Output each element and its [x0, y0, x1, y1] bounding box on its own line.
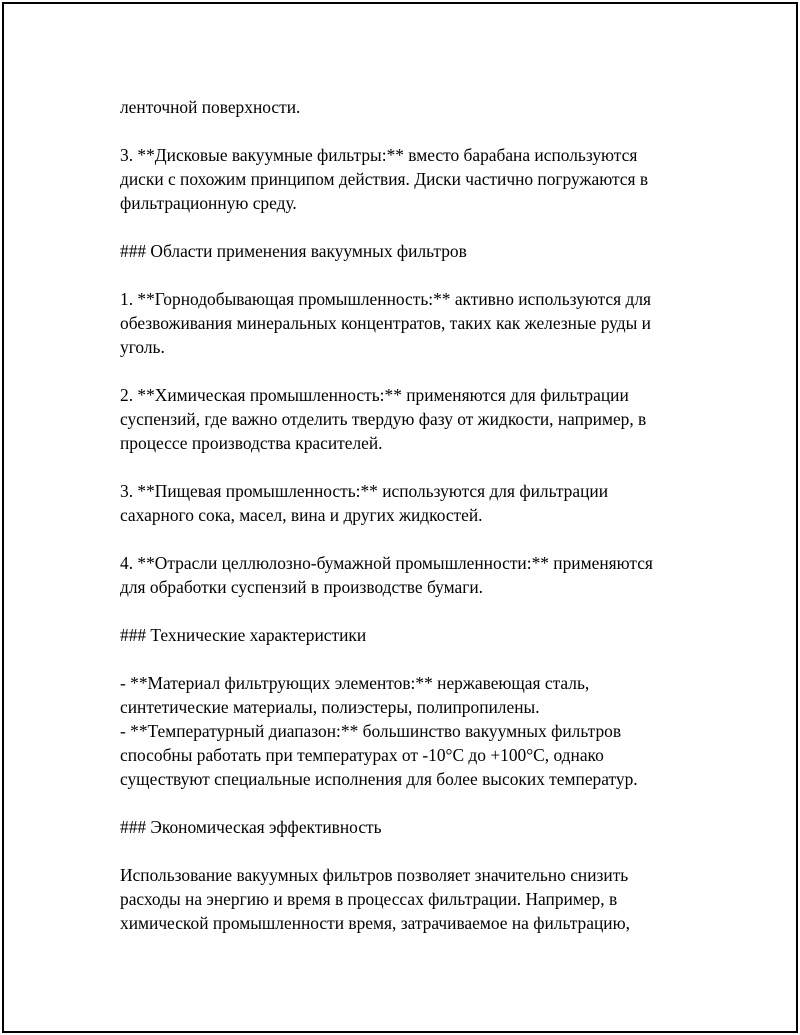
text-line: 2. **Химическая промышленность:** применяются для фильтрации	[120, 385, 629, 405]
text-line: расходы на энергию и время в процессах фильтрации. Например, в	[120, 889, 618, 909]
heading-economic-efficiency	[120, 815, 700, 839]
list-item-disk-filters	[120, 143, 700, 215]
text-line: ленточной поверхности.	[120, 97, 301, 117]
paragraph-spacer	[120, 791, 700, 815]
list-item-mining	[120, 287, 700, 359]
paragraph-spacer	[120, 263, 700, 287]
text-line: синтетические материалы, полиэстеры, полипропилены.	[120, 697, 540, 717]
paragraph-spacer	[120, 839, 700, 863]
document-body	[120, 95, 700, 935]
paragraph-spacer	[120, 119, 700, 143]
text-line: сахарного сока, масел, вина и других жидкостей.	[120, 505, 483, 525]
list-item-food	[120, 479, 700, 527]
heading-text: ### Области применения вакуумных фильтров	[120, 241, 467, 261]
heading-text: ### Экономическая эффективность	[120, 817, 382, 837]
paragraph-spacer	[120, 215, 700, 239]
paragraph-economic	[120, 863, 700, 935]
text-line: - **Температурный диапазон:** большинство вакуумных фильтров	[120, 721, 622, 741]
list-item-chemical	[120, 383, 700, 455]
document-page	[2, 2, 798, 1033]
text-line: для обработки суспензий в производстве бумаги.	[120, 577, 484, 597]
bullet-material	[120, 671, 700, 719]
list-item-pulp-paper	[120, 551, 700, 599]
heading-technical-specs	[120, 623, 700, 647]
text-line: способны работать при температурах от -10°C до +100°C, однако	[120, 745, 604, 765]
text-line: химической промышленности время, затрачиваемое на фильтрацию,	[120, 913, 630, 933]
text-line: Использование вакуумных фильтров позволяет значительно снизить	[120, 865, 629, 885]
heading-text: ### Технические характеристики	[120, 625, 367, 645]
bullet-temperature	[120, 719, 700, 791]
text-line: процессе производства красителей.	[120, 433, 383, 453]
paragraph-spacer	[120, 599, 700, 623]
paragraph-continuation	[120, 95, 700, 119]
text-line: 3. **Пищевая промышленность:** используются для фильтрации	[120, 481, 608, 501]
text-line: обезвоживания минеральных концентратов, таких как железные руды и	[120, 313, 651, 333]
heading-applications	[120, 239, 700, 263]
paragraph-spacer	[120, 647, 700, 671]
text-line: диски с похожим принципом действия. Диски частично погружаются в	[120, 169, 649, 189]
text-line: 4. **Отрасли целлюлозно-бумажной промышленности:** применяются	[120, 553, 653, 573]
text-line: - **Материал фильтрующих элементов:** нержавеющая сталь,	[120, 673, 590, 693]
paragraph-spacer	[120, 359, 700, 383]
text-line: 1. **Горнодобывающая промышленность:** активно используются для	[120, 289, 652, 309]
text-line: существуют специальные исполнения для более высоких температур.	[120, 769, 638, 789]
text-line: 3. **Дисковые вакуумные фильтры:** вместо барабана используются	[120, 145, 638, 165]
text-line: уголь.	[120, 337, 165, 357]
paragraph-spacer	[120, 455, 700, 479]
text-line: фильтрационную среду.	[120, 193, 297, 213]
paragraph-spacer	[120, 527, 700, 551]
text-line: суспензий, где важно отделить твердую фазу от жидкости, например, в	[120, 409, 647, 429]
